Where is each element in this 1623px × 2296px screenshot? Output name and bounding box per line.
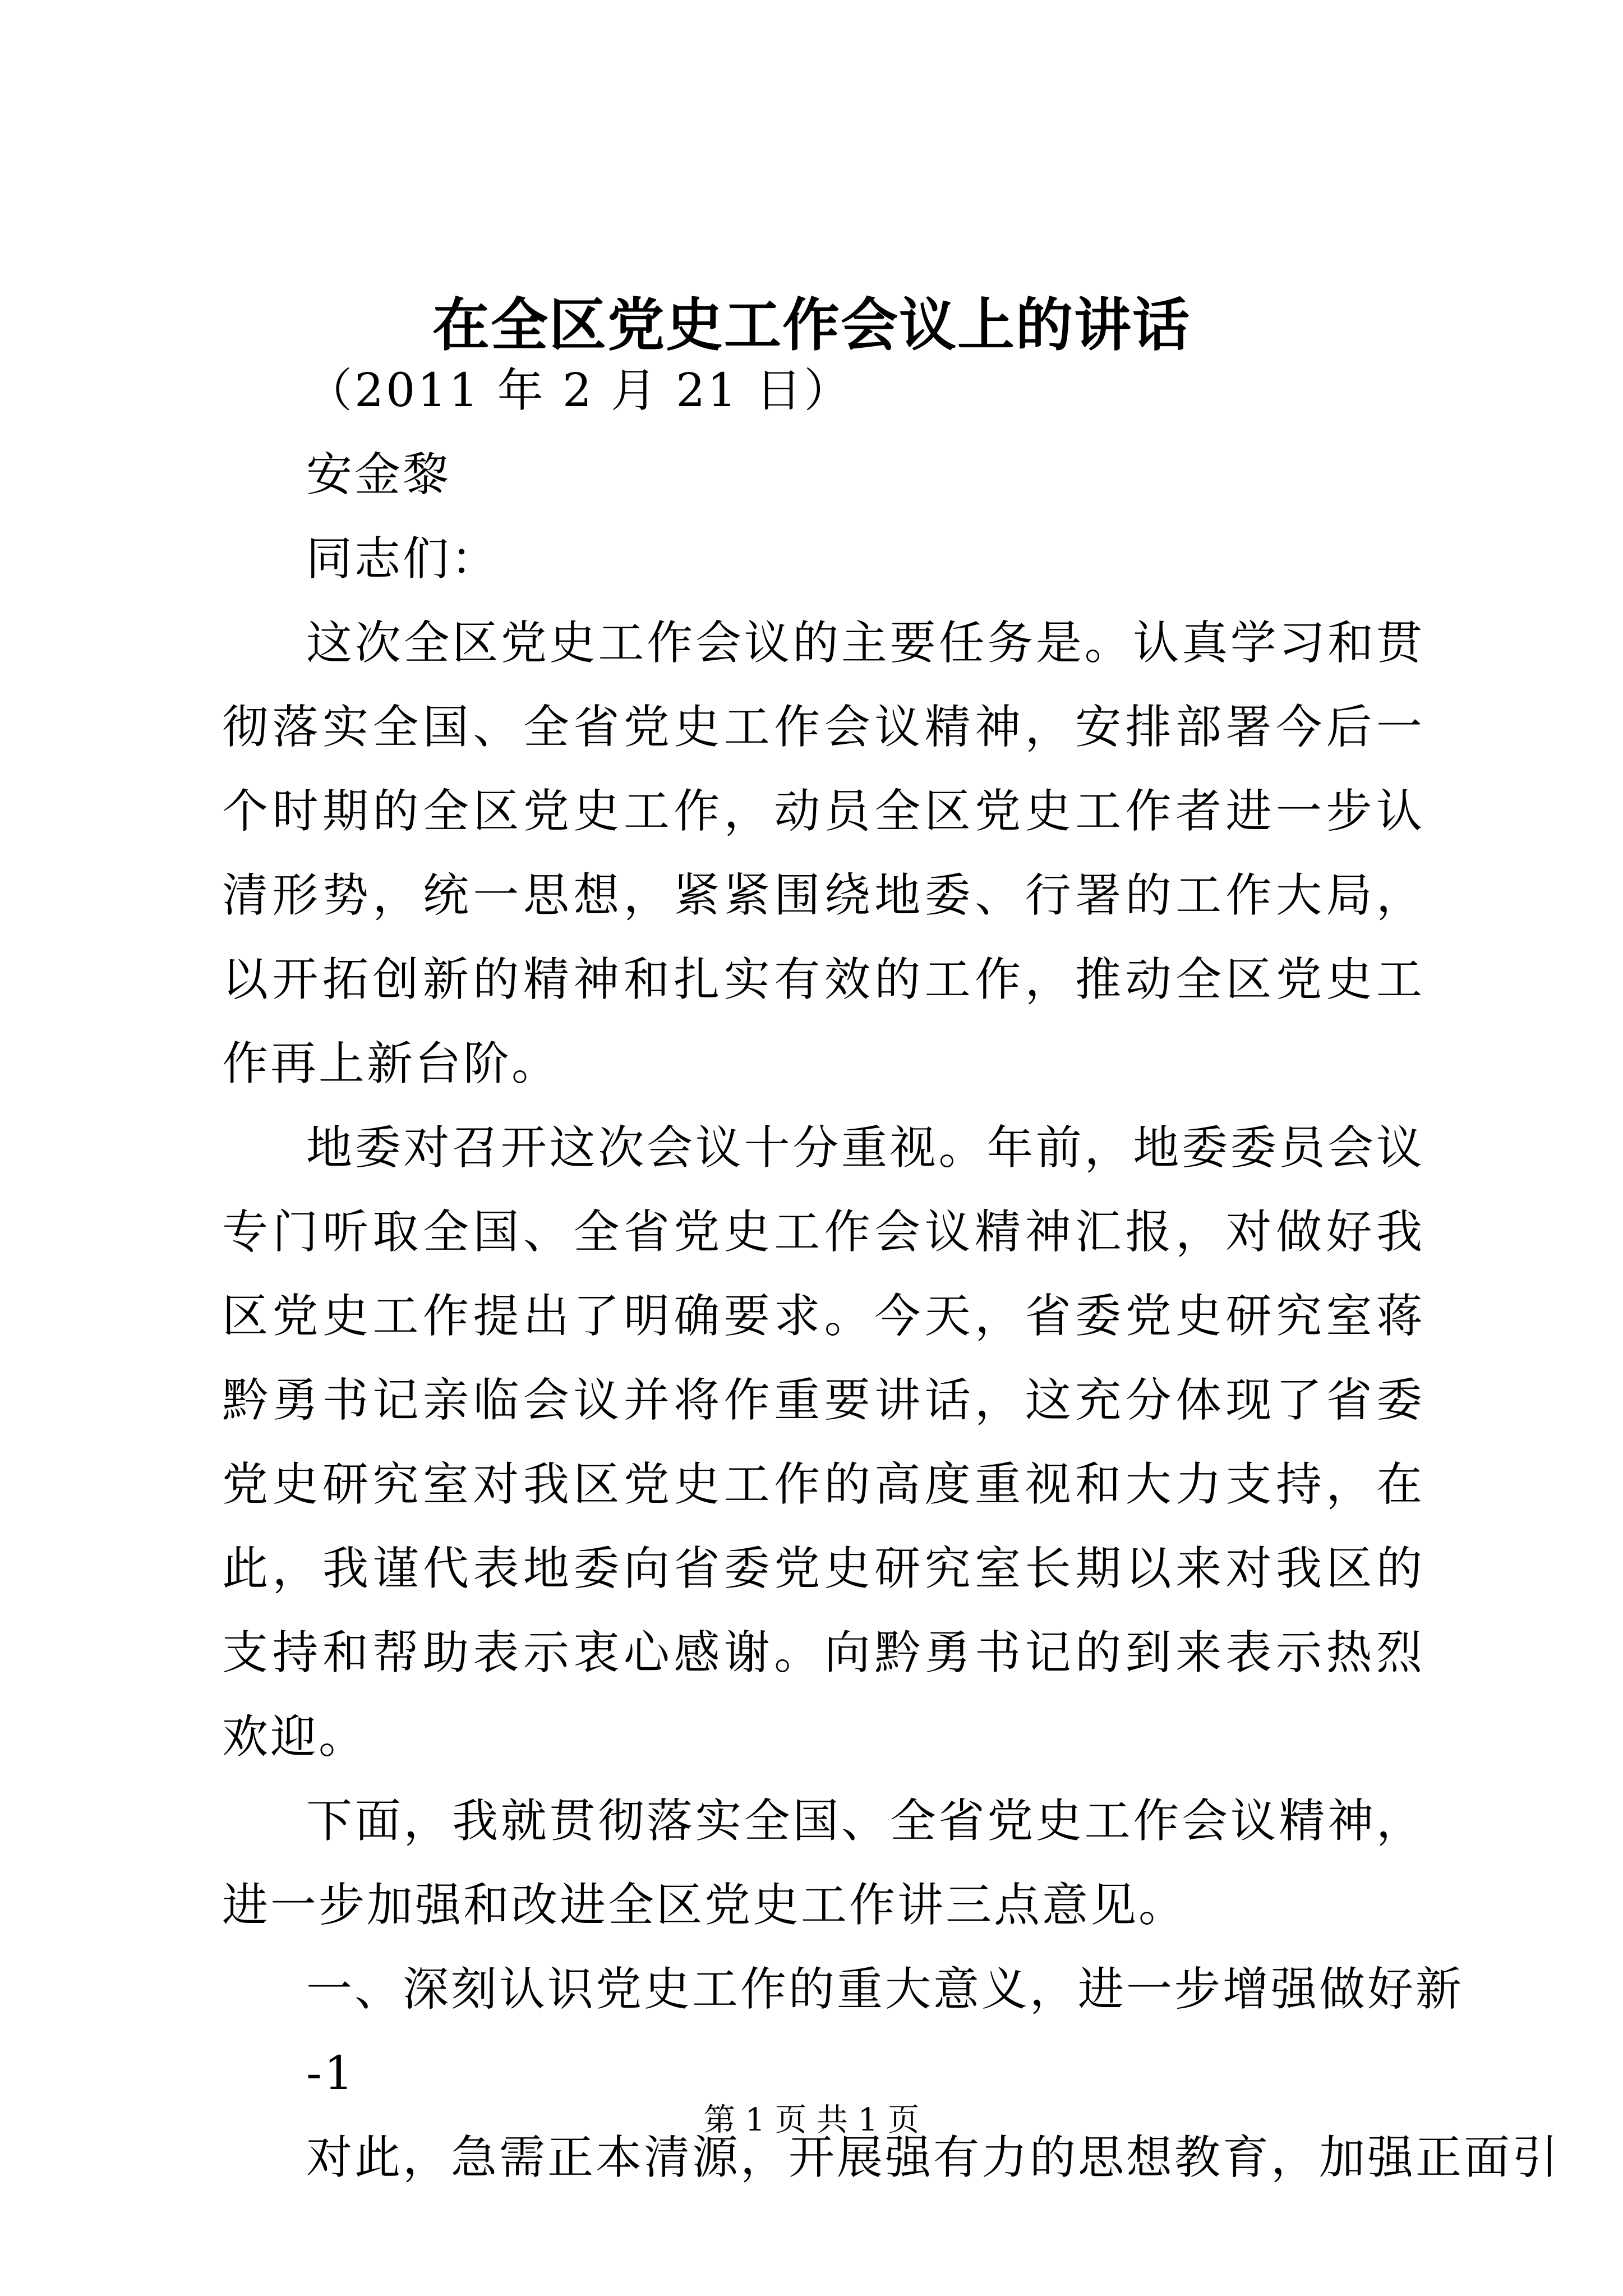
paragraph: 下面，我就贯彻落实全国、全省党史工作会议精神，进一步加强和改进全区党史工作讲三点意见。 <box>222 1795 1424 1932</box>
paragraph: 这次全区党史工作会议的主要任务是。认真学习和贯彻落实全国、全省党史工作会议精神，安排部署今后一个时期的全区党史工作，动员全区党史工作者进一步认清形势，统一思想，紧紧围绕地委、行署的工作大局，以开拓创新的精神和扎实有效的工作，推动全区党史工作再上新台阶。 <box>222 616 1424 1091</box>
section-heading: 一、深刻认识党史工作的重大意义，进一步增强做好新 <box>306 1963 1464 2016</box>
page-marker: -1 <box>306 2047 356 2100</box>
salutation: 同志们： <box>306 532 500 586</box>
speech-date: （2011 年 2 月 21 日） <box>306 364 852 417</box>
document-title: 在全区党史工作会议上的讲话 <box>432 292 1191 359</box>
paragraph: 地委对召开这次会议十分重视。年前，地委委员会议专门听取全国、全省党史工作会议精神汇报，对做好我区党史工作提出了明确要求。今天，省委党史研究室蒋黔勇书记亲临会议并将作重要讲话，这充分体现了省委党史研究室对我区党史工作的高度重视和大力支持，在此，我谨代表地委向省委党史研究室长期以来对我区的支持和帮助表示衷心感谢。向黔勇书记的到来表示热烈欢迎。 <box>222 1121 1424 1764</box>
speaker-name: 安金黎 <box>306 448 451 501</box>
page-footer: 第 1 页 共 1 页 <box>703 2102 920 2138</box>
document-body <box>222 349 1561 2200</box>
paragraph-continued: 对此，急需正本清源，开展强有力的思想教育，加强正面引 <box>306 2131 1561 2184</box>
